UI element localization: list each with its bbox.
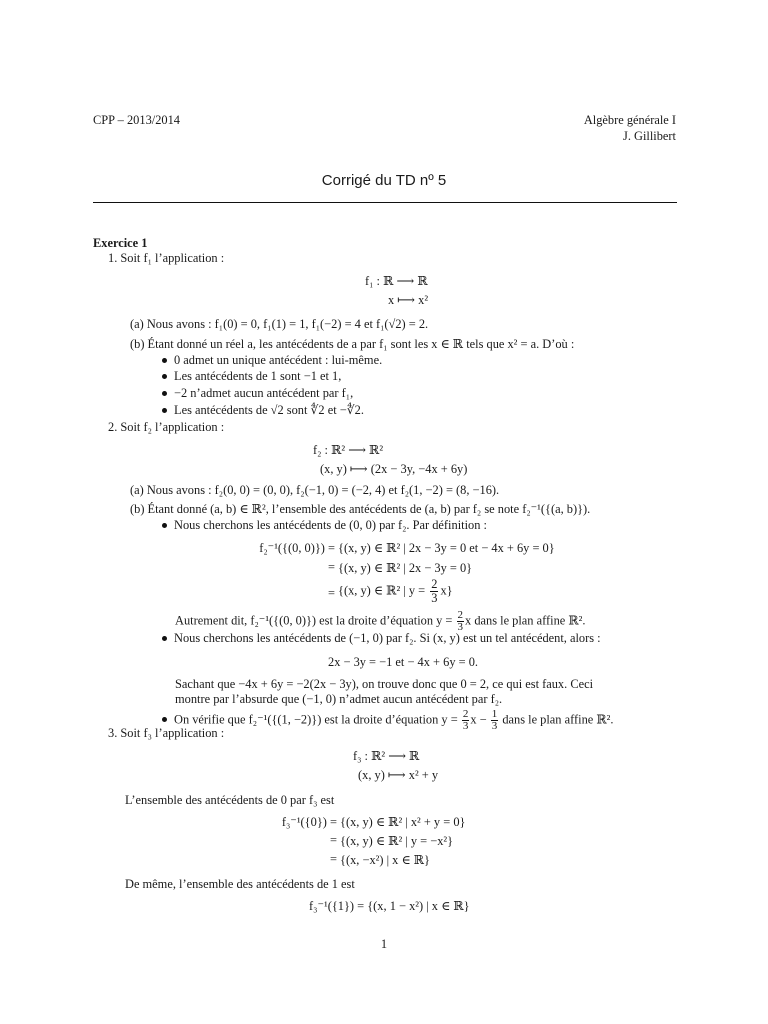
list-item: Les antécédents de 1 sont −1 et 1, bbox=[162, 369, 341, 384]
fraction: $\frac{2}{3}$ bbox=[431, 577, 438, 605]
eq3-row3-eq: = bbox=[330, 852, 337, 866]
eq1-row2-eq: = bbox=[328, 560, 335, 574]
q2-part-b: (b) Étant donné (a, b) ∈ ℝ², l’ensemble des antécédents de (a, b) par f₂ se note f₂⁻¹({(a, b)}). bbox=[130, 502, 591, 516]
eq4: f₃⁻¹({1}) = {(x, 1 − x²) | x ∈ ℝ} bbox=[309, 899, 470, 913]
q2-part-a: (a) Nous avons : f₂(0, 0) = (0, 0), f₂(−1, 0) = (−2, 4) et f₂(1, −2) = (8, −16). bbox=[130, 483, 500, 497]
fraction: $\frac{1}{3}$ bbox=[491, 708, 498, 732]
course-label: CPP – 2013/2014 bbox=[93, 113, 180, 127]
title-rule bbox=[93, 202, 677, 203]
author: J. Gillibert bbox=[623, 128, 676, 143]
bullet-icon bbox=[162, 391, 167, 396]
list-item: −2 n’admet aucun antécédent par f₁, bbox=[162, 386, 353, 401]
eq3-row3: {(x, −x²) | x ∈ ℝ} bbox=[340, 853, 430, 867]
q2-intro: 2. Soit f₂ l’application : bbox=[108, 420, 225, 434]
list-item: On vérifie que f₂⁻¹({(1, −2)}) est la droite d’équation y = $\frac{2}{3}$ x − $\frac{1}{3}$ dans le plan affine ℝ². bbox=[162, 709, 613, 732]
ensemble-1: De même, l’ensemble des antécédents de 1 est bbox=[125, 877, 355, 891]
q3-intro: 3. Soit f₃ l’application : bbox=[108, 726, 225, 740]
bullet-icon bbox=[162, 374, 167, 379]
bullet-icon bbox=[162, 408, 167, 413]
sachant-line2: montre par l’absurde que (−1, 0) n’admet aucun antécédent par f₂. bbox=[175, 692, 503, 706]
fraction: $\frac{2}{3}$ bbox=[462, 708, 469, 732]
eq1-row3: {(x, y) ∈ ℝ² | y = $\frac{2}{3}$ x} bbox=[338, 577, 453, 605]
page-title: Corrigé du TD nº 5 bbox=[321, 172, 447, 189]
sachant-line1: Sachant que −4x + 6y = −2(2x − 3y), on trouve donc que 0 = 2, ce qui est faux. Ceci bbox=[175, 677, 594, 691]
q1-map-line2: x ⟼ x² bbox=[388, 293, 429, 307]
list-item: Les antécédents de √2 sont ∜2 et −∜2. bbox=[162, 402, 364, 418]
eq3-row2-eq: = bbox=[330, 833, 337, 847]
bullet-icon bbox=[162, 636, 167, 641]
eq2: 2x − 3y = −1 et − 4x + 6y = 0. bbox=[328, 655, 478, 669]
q2-map-line1: f₂ : ℝ² ⟶ ℝ² bbox=[313, 443, 384, 457]
q3-map-line2: (x, y) ⟼ x² + y bbox=[358, 768, 439, 782]
page-number: 1 bbox=[380, 937, 388, 951]
eq3-row1: {(x, y) ∈ ℝ² | x² + y = 0} bbox=[340, 815, 466, 829]
header-right bbox=[584, 113, 676, 144]
eq1-row3-eq: = bbox=[328, 586, 335, 600]
eq1-row2: {(x, y) ∈ ℝ² | 2x − 3y = 0} bbox=[338, 561, 473, 575]
q2-map-line2: (x, y) ⟼ (2x − 3y, −4x + 6y) bbox=[320, 462, 468, 476]
list-item: Nous cherchons les antécédents de (−1, 0) par f₂. Si (x, y) est un tel antécédent, alors : bbox=[162, 631, 601, 646]
course-title: Algèbre générale I bbox=[583, 113, 676, 127]
bullet-icon bbox=[162, 523, 167, 528]
q1-intro: 1. Soit f₁ l’application : bbox=[108, 251, 225, 265]
q3-map-line1: f₃ : ℝ² ⟶ ℝ bbox=[353, 749, 420, 763]
exercise-heading: Exercice 1 bbox=[93, 236, 148, 250]
fraction: $\frac{2}{3}$ bbox=[457, 609, 464, 633]
q1-map-line1: f₁ : ℝ ⟶ ℝ bbox=[365, 274, 428, 288]
eq3-lhs: f₃⁻¹({0}) = bbox=[281, 815, 337, 829]
eq3-row2: {(x, y) ∈ ℝ² | y = −x²} bbox=[340, 834, 454, 848]
bullet-icon bbox=[162, 358, 167, 363]
autrement-dit: Autrement dit, f₂⁻¹({(0, 0)}) est la droite d’équation y = $\frac{2}{3}$ x dans le plan affine ℝ². bbox=[175, 609, 586, 633]
ensemble-0: L’ensemble des antécédents de 0 par f₃ est bbox=[125, 793, 335, 807]
eq1-lhs: f₂⁻¹({(0, 0)}) = bbox=[259, 541, 335, 555]
q1-part-b: (b) Étant donné un réel a, les antécédents de a par f₁ sont les x ∈ ℝ tels que x² = a. D’où : bbox=[130, 337, 575, 351]
eq1-row1: {(x, y) ∈ ℝ² | 2x − 3y = 0 et − 4x + 6y = 0} bbox=[338, 541, 555, 555]
list-item: 0 admet un unique antécédent : lui-même. bbox=[162, 353, 382, 368]
q1-part-a: (a) Nous avons : f₁(0) = 0, f₁(1) = 1, f₁(−2) = 4 et f₁(√2) = 2. bbox=[130, 317, 429, 331]
list-item: Nous cherchons les antécédents de (0, 0) par f₂. Par définition : bbox=[162, 518, 487, 533]
bullet-icon bbox=[162, 717, 167, 722]
